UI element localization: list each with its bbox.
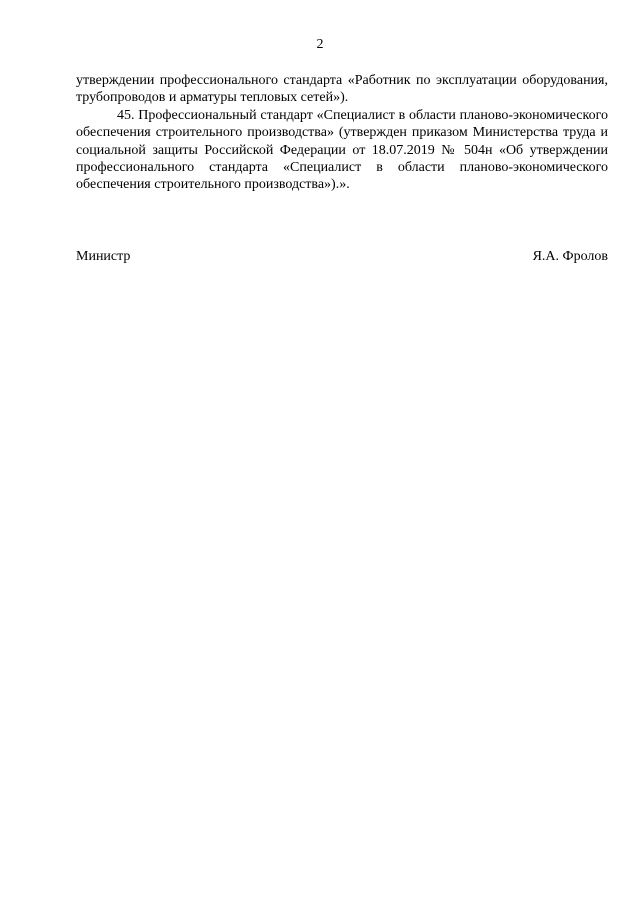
page-number: 2 <box>316 37 324 52</box>
signatory-name: Я.А. Фролов <box>532 249 608 264</box>
paragraph-item-45: 45. Профессиональный стандарт «Специалист в области планово-экономического обеспечения строительного производства» (утвержден приказом Министерства труда и социальной защиты Российской Федерации от 18.07.2019 № 504н «Об утверждении профессионального стандарта «Специалист в области планово-экономического обеспечения строительного производства»).». <box>76 107 608 193</box>
document-body <box>76 72 608 194</box>
signature-block <box>76 248 608 266</box>
paragraph-continuation: утверждении профессионального стандарта «Работник по эксплуатации оборудования, трубопроводов и арматуры тепловых сетей»). <box>76 73 608 106</box>
signatory-position: Министр <box>76 249 131 264</box>
